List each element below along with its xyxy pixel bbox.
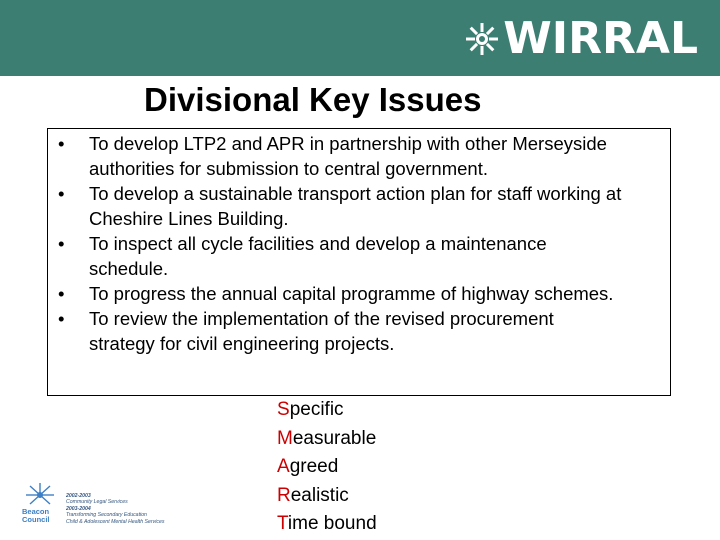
list-item	[58, 281, 668, 306]
bullet-icon: •	[58, 308, 65, 329]
logo-text: WIRRAL	[503, 13, 698, 64]
beacon-year: 2002-2003	[66, 493, 91, 499]
smart-initial: T	[277, 513, 288, 534]
smart-list	[277, 396, 377, 539]
slide-title: Divisional Key Issues	[144, 81, 482, 118]
issues-box	[47, 128, 671, 396]
list-item	[58, 181, 668, 231]
list-item-line: To progress the annual capital programme of highway schemes.	[89, 283, 614, 304]
beacon-logo-line: Beacon	[22, 507, 50, 516]
list-item	[58, 306, 668, 356]
bullet-icon: •	[58, 183, 65, 204]
smart-item-agreed	[277, 453, 377, 482]
smart-initial: A	[277, 456, 290, 477]
list-item	[58, 231, 668, 281]
beacon-logo-line: Council	[22, 515, 50, 524]
smart-item-time-bound	[277, 510, 377, 539]
smart-rest: easurable	[292, 427, 377, 449]
smart-rest: ealistic	[290, 484, 349, 506]
list-item-line: To inspect all cycle facilities and develop a maintenance	[89, 233, 547, 254]
list-item-line: Cheshire Lines Building.	[89, 208, 289, 229]
list-item-line: authorities for submission to central government.	[89, 158, 488, 179]
header-band	[0, 0, 720, 76]
wirral-emblem-icon	[465, 22, 499, 56]
smart-item-realistic	[277, 482, 377, 511]
bullet-icon: •	[58, 233, 65, 254]
beacon-award: Community Legal Services	[66, 499, 128, 506]
beacon-council-logo-icon	[22, 481, 58, 525]
smart-initial: R	[277, 484, 291, 506]
list-item-line: To develop LTP2 and APR in partnership with other Merseyside	[89, 133, 607, 154]
list-item-line: To review the implementation of the revised procurement	[89, 308, 554, 329]
wirral-logo	[465, 14, 698, 64]
beacon-council-badge	[22, 481, 164, 525]
list-item	[58, 131, 668, 181]
beacon-award: Child & Adolescent Mental Health Services	[66, 518, 165, 525]
issues-list	[58, 131, 668, 356]
beacon-award: Transforming Secondary Education	[66, 512, 147, 519]
smart-rest: ime bound	[287, 513, 377, 534]
list-item-line: To develop a sustainable transport action plan for staff working at	[89, 183, 622, 204]
beacon-award-text	[66, 493, 164, 525]
list-item-line: schedule.	[89, 258, 169, 279]
smart-item-measurable	[277, 425, 377, 454]
smart-rest: greed	[289, 456, 339, 477]
smart-initial: S	[277, 399, 290, 420]
bullet-icon: •	[58, 283, 65, 304]
smart-item-specific	[277, 396, 377, 425]
smart-initial: M	[277, 427, 293, 449]
list-item-line: strategy for civil engineering projects.	[89, 333, 395, 354]
bullet-icon: •	[58, 133, 65, 154]
smart-rest: pecific	[289, 399, 344, 420]
beacon-year: 2003-2004	[66, 505, 91, 512]
